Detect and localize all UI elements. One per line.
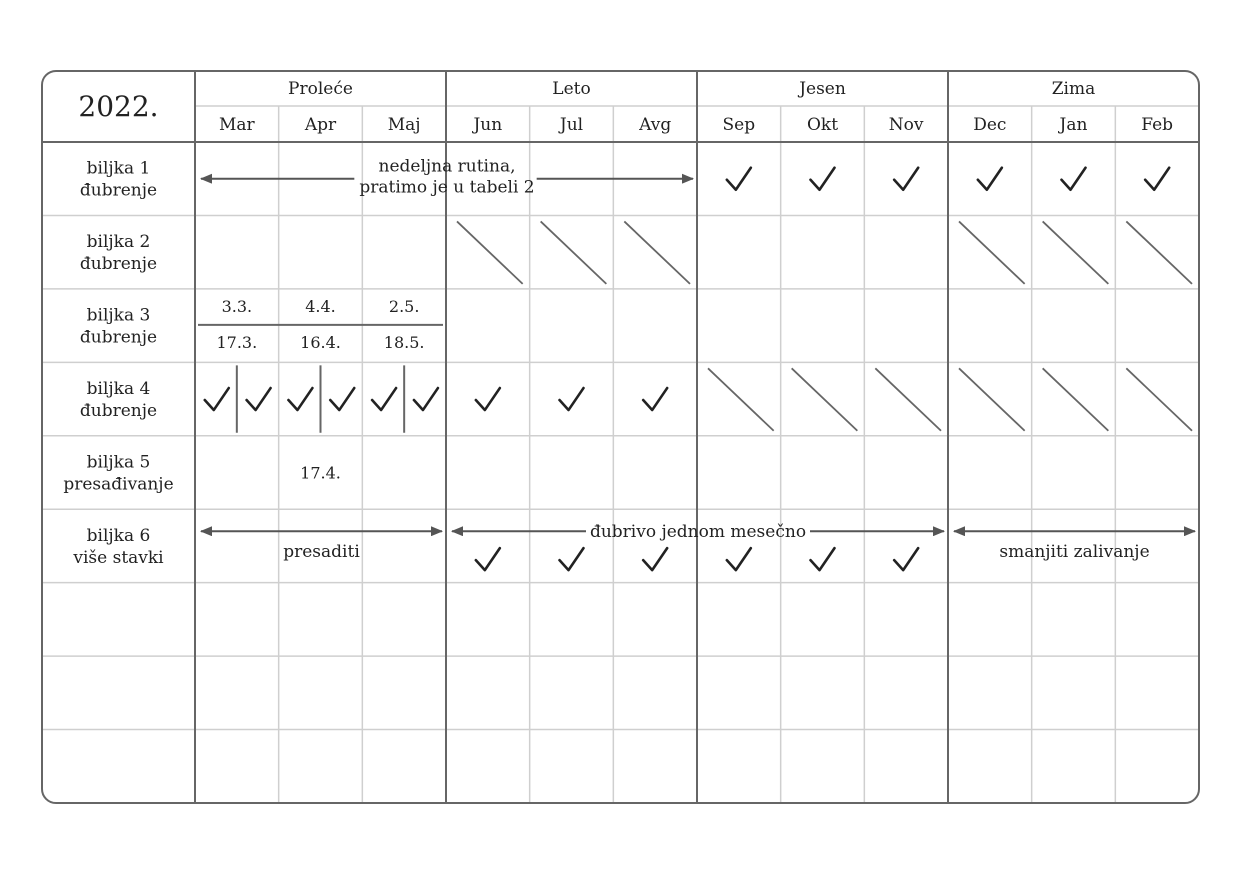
check-mark	[476, 388, 500, 410]
season-header: Zima	[1051, 79, 1096, 99]
check-mark	[727, 548, 751, 570]
month-header: Jun	[473, 115, 503, 135]
row-label: đubrenje	[79, 254, 158, 275]
row-label: biljka 6	[86, 525, 151, 546]
month-header: Feb	[1141, 115, 1174, 135]
year-title: 2022.	[78, 90, 159, 123]
check-mark	[643, 388, 667, 410]
check-mark	[288, 388, 312, 410]
check-mark	[1145, 168, 1169, 190]
row-label: više stavki	[73, 547, 164, 568]
check-mark	[560, 388, 584, 410]
row-label: biljka 3	[86, 305, 151, 326]
not-applicable-slash	[1126, 221, 1192, 283]
check-mark	[205, 388, 229, 410]
span-note: smanjiti zalivanje	[999, 542, 1150, 563]
span-note: pratimo je u tabeli 2	[359, 177, 535, 198]
row-label: đubrenje	[79, 327, 158, 348]
month-header: Avg	[639, 115, 672, 135]
check-mark	[1062, 168, 1086, 190]
row-label: biljka 4	[86, 379, 151, 400]
row-label: đubrenje	[79, 401, 158, 422]
not-applicable-slash	[959, 368, 1025, 430]
date-start: 2.5.	[388, 296, 420, 316]
check-mark	[811, 168, 835, 190]
month-header: Jan	[1059, 115, 1088, 135]
month-header: Dec	[973, 115, 1007, 135]
not-applicable-slash	[624, 221, 690, 283]
span-note: nedeljna rutina,	[378, 156, 516, 177]
check-mark	[372, 388, 396, 410]
row-label: biljka 2	[86, 232, 151, 253]
check-mark	[978, 168, 1002, 190]
not-applicable-slash	[792, 368, 858, 430]
span-note: đubrivo jednom mesečno	[589, 522, 807, 543]
row-label: presađivanje	[63, 474, 174, 495]
not-applicable-slash	[1043, 221, 1109, 283]
table-frame	[42, 71, 1199, 803]
check-mark	[560, 548, 584, 570]
row-label: biljka 5	[86, 452, 151, 473]
month-header: Sep	[722, 115, 756, 135]
check-mark	[894, 168, 918, 190]
season-header: Proleće	[288, 79, 353, 99]
row-label: biljka 1	[86, 158, 151, 179]
season-header: Leto	[552, 79, 591, 99]
not-applicable-slash	[1043, 368, 1109, 430]
single-date: 17.4.	[300, 463, 341, 483]
date-end: 17.3.	[216, 332, 258, 352]
check-mark	[330, 388, 354, 410]
check-mark	[247, 388, 271, 410]
month-header: Apr	[304, 115, 337, 135]
check-mark	[414, 388, 438, 410]
span-note: presaditi	[283, 542, 360, 563]
month-header: Nov	[888, 115, 924, 135]
check-mark	[727, 168, 751, 190]
check-mark	[643, 548, 667, 570]
date-end: 18.5.	[383, 332, 425, 352]
not-applicable-slash	[457, 221, 523, 283]
not-applicable-slash	[875, 368, 941, 430]
not-applicable-slash	[959, 221, 1025, 283]
not-applicable-slash	[1126, 368, 1192, 430]
not-applicable-slash	[708, 368, 774, 430]
date-start: 4.4.	[305, 296, 336, 316]
month-header: Maj	[387, 115, 421, 135]
check-mark	[894, 548, 918, 570]
check-mark	[811, 548, 835, 570]
month-header: Okt	[806, 115, 839, 135]
check-mark	[476, 548, 500, 570]
month-header: Mar	[218, 115, 255, 135]
not-applicable-slash	[541, 221, 607, 283]
month-header: Jul	[559, 115, 584, 135]
date-start: 3.3.	[221, 296, 253, 316]
season-header: Jesen	[799, 79, 846, 99]
row-label: đubrenje	[79, 180, 158, 201]
date-end: 16.4.	[300, 332, 341, 352]
